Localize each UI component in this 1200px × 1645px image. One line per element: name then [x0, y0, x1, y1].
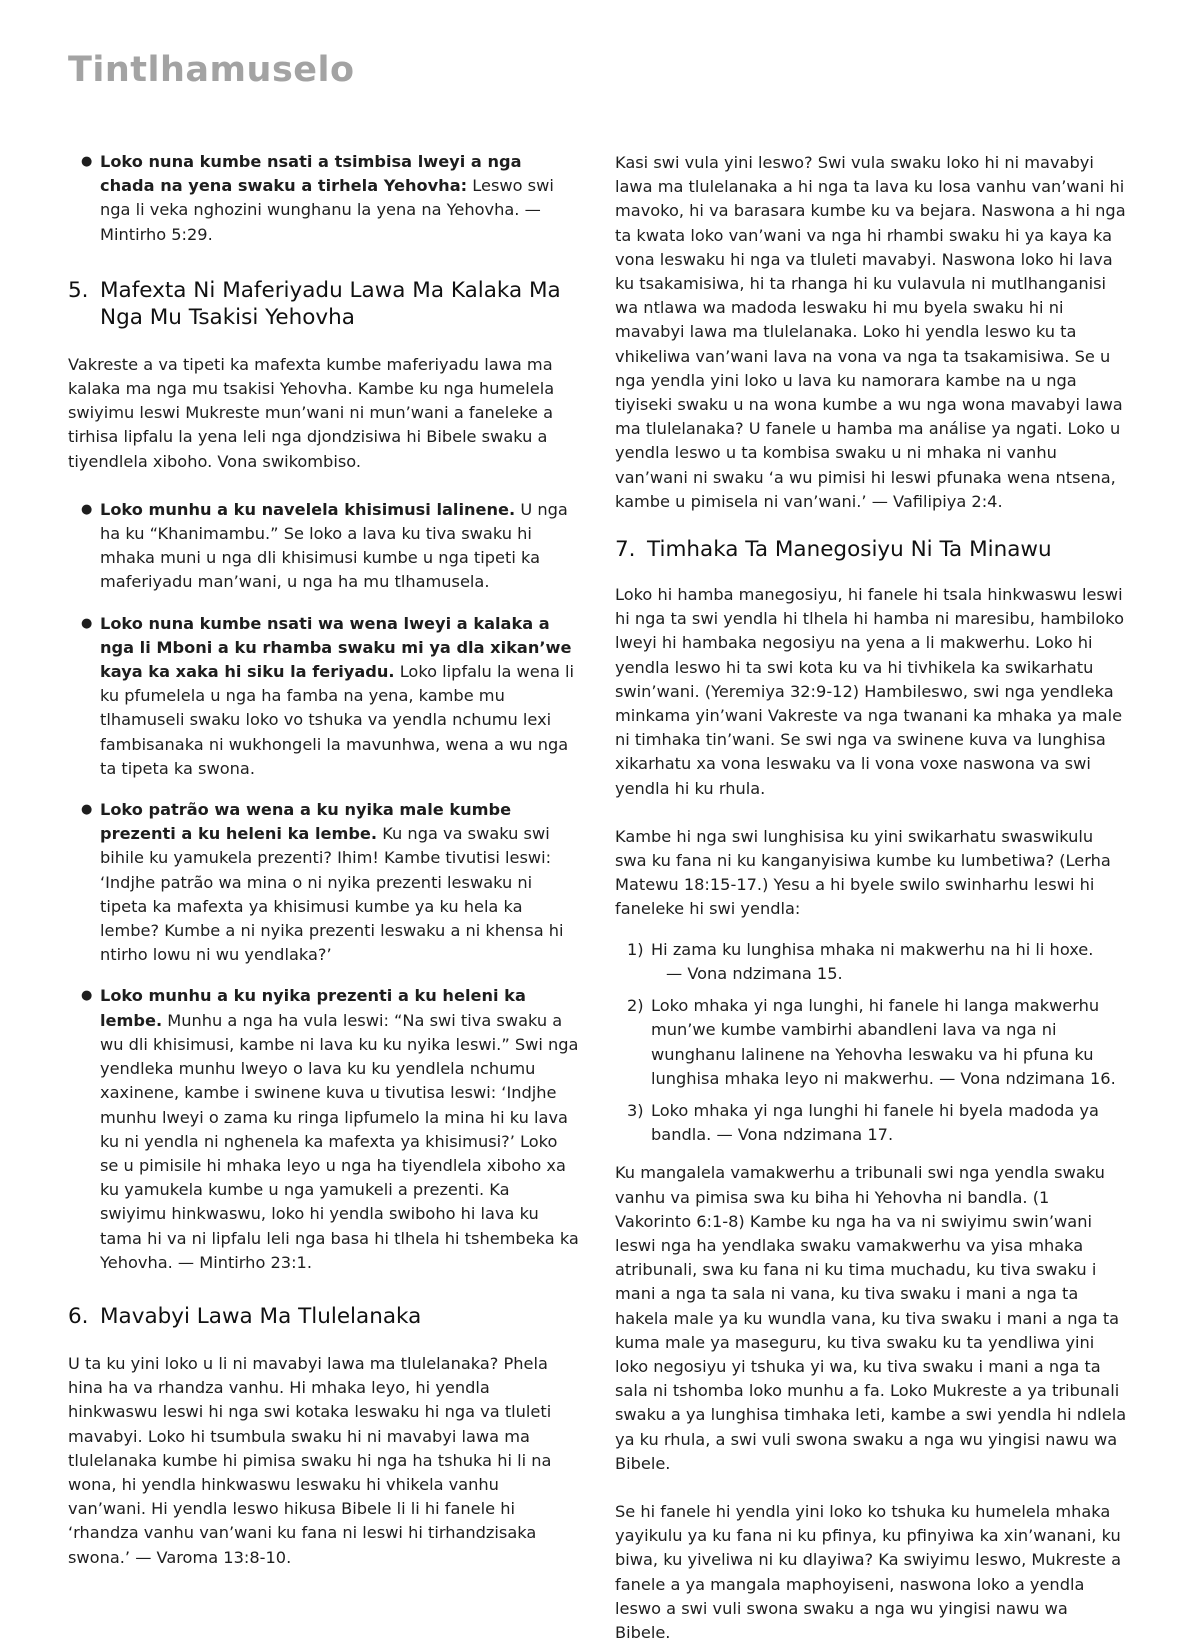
bullet-item — [68, 150, 580, 247]
list-reference: — Vona ndzimana 15. — [666, 963, 843, 983]
bullet-item — [68, 984, 580, 1274]
section-title: Mafexta Ni Maferiyadu Lawa Ma Kalaka Ma Nga Mu Tsakisi Yehovha — [100, 277, 561, 330]
section-heading-7 — [615, 536, 1127, 563]
bullet-lead: Loko nuna kumbe nsati wa wena lweyi a kalaka a nga li Mboni a ku rhamba swaku mi ya dla xikan’we kaya ka xaka hi siku la feriyadu. — [100, 613, 572, 682]
list-text: Loko mhaka yi nga lunghi, hi fanele hi langa makwerhu mun’we kumbe vambirhi abandleni lava va nga ni wunghanu lalinene na Yehovha leswaku va hi pfuna ku lunghisa mhaka leyo ni makwerhu. — Vona ndzimana 16. — [651, 996, 1116, 1088]
paragraph: Se hi fanele hi yendla yini loko ko tshuka ku humelela mhaka yayikulu ya ku fana ni ku pfinya, ku pfinyiwa ka xin’wanani, ku biwa, ku yiveliwa ni ku dlayiwa? Ka swiyimu leswo, Mukreste a fanele a ya mangala maphoyiseni, naswona loko a yendla leswo a swi vuli swona swaku a nga wu yingisi nawu wa Bibele. — [615, 1501, 1122, 1642]
list-number: 3) — [627, 1100, 644, 1120]
list-number: 1) — [627, 939, 644, 959]
section-title: Mavabyi Lawa Ma Tlulelanaka — [100, 1303, 422, 1329]
list-item — [615, 994, 1127, 1091]
list-text: Hi zama ku lunghisa mhaka ni makwerhu na hi li hoxe. — [651, 939, 1094, 959]
right-column — [615, 151, 1127, 1645]
numbered-steps-list — [615, 938, 1127, 1148]
paragraph: Kambe hi nga swi lunghisisa ku yini swikarhatu swaswikulu swa ku fana ni ku kanganyisiwa kumbe ku lumbetiwa? (Lerha Matewu 18:15-17.) Yesu a hi byele swilo swinharhu leswi hi faneleke hi swi yendla: — [615, 826, 1111, 919]
paragraph: Loko hi hamba manegosiyu, hi fanele hi tsala hinkwaswu leswi hi nga ta swi yendla hi tlhela hi hamba ni maresibu, hambiloko lweyi hi hambaka negosiyu na yena a li makwerhu. Loko hi yendla leswo hi ta swi kota ku va hi tivhikela ka swikarhatu swin’wani. (Yeremiya 32:9-12) Hambileswo, swi nga yendleka minkama yin’wani Vakreste va nga twanani ka mhaka ya male ni timhaka tin’wani. Se swi nga va swinene kuva va lunghisa xikarhatu xa vona leswaku va li vona voxe naswona va swi yendla hi ku rhula. — [615, 585, 1125, 798]
list-item — [615, 1099, 1127, 1147]
bullet-lead: Loko patrão wa wena a ku nyika male kumbe prezenti a ku heleni ka lembe. — [100, 800, 512, 844]
bullet-text: Leswo swi nga li veka nghozini wunghanu la yena na Yehovha. — Mintirho 5:29. — [100, 176, 554, 244]
section-number: 5. — [68, 277, 89, 303]
section-title: Timhaka Ta Manegosiyu Ni Ta Minawu — [647, 537, 1052, 563]
bullet-lead: Loko nuna kumbe nsati a tsimbisa lweyi a nga chada na yena swaku a tirhela Yehovha: — [100, 152, 522, 196]
bullet-text: Ku nga va swaku swi bihile ku yamukela prezenti? Ihim! Kambe tivutisi leswi: ‘Indjhe patrão wa mina o ni nyika prezenti leswaku ni tipeta ka mafexta ya khisimusi kumbe ya ku hela ka lembe? Kumbe a ni nyika prezenti leswaku a ni khensa hi ntirho lowu ni wu yendlaka?’ — [100, 824, 564, 965]
bullet-lead: Loko munhu a ku navelela khisimusi lalinene. — [100, 499, 516, 519]
bullet-text: U nga ha ku “Khanimambu.” Se loko a lava ku tiva swaku hi mhaka muni u nga dli khisimusi kumbe u nga tipeti ka maferiyadu man’wani, u nga ha mu tlhamusela. — [100, 499, 568, 592]
page-header-title: Tintlhamuselo — [68, 50, 355, 90]
section-number: 6. — [68, 1303, 89, 1329]
bullet-text: Loko lipfalu la wena li ku pfumelela u nga ha famba na yena, kambe mu tlhamuseli swaku loko vo tshuka va yendla nchumu lexi fambisanaka ni wukhongeli la mavunhwa, wena a wu nga ta tipeta ka swona. — [100, 662, 575, 778]
section-number: 7. — [615, 537, 636, 563]
left-column — [68, 150, 580, 1570]
bullet-lead: Loko munhu a ku nyika prezenti a ku heleni ka lembe. — [100, 986, 526, 1030]
bullet-text: Munhu a nga ha vula leswi: “Na swi tiva swaku a wu dli khisimusi, kambe ni lava ku ku nyika leswi.” Swi nga yendleka munhu lweyo o lava ku ku yendlela nchumu xaxinene, kambe i swinene kuva u tivutisa leswi: ‘Indjhe munhu lweyi o zama ku ringa lipfumelo la mina hi ku lava ku ni yendla ni nghenela ka mafexta ya khisimusi?’ Loko se u pimisile hi mhaka leyo u nga ha tiyendlela xiboho xa ku yamukela kumbe u nga yamukeli a prezenti. Ka swiyimu hinkwaswu, loko hi yendla swiboho hi lava ku tama hi va ni lipfalu leli nga basa hi tlhela hi tshembeka ka Yehovha. — Mintirho 23:1. — [100, 1010, 579, 1272]
paragraph: Kasi swi vula yini leswo? Swi vula swaku loko hi ni mavabyi lawa ma tlulelanaka a hi nga ta lava ku losa vanhu van’wani hi mavoko, hi va barasara kumbe ku va bejara. Naswona a hi nga ta kwata loko van’wani va nga hi rhambi swaku hi ya kaya ka vona leswaku hi nga va tluleti mavabyi. Naswona loko hi lava ku tsakamisiwa, hi ta rhanga hi ku vulavula ni mutlhanganisi wa ntlawa wa madoda leswaku hi mu byela swaku hi ni mavabyi lawa ma tlulelanaka. Loko hi yendla leswo ku ta vhikeliwa van’wani lava na vona va nga ta tsakamisiwa. Se u nga yendla yini loko u lava ku namorara kambe na u nga tiyiseki swaku u na wona kumbe a wu nga wona mavabyi lawa ma tlulelanaka? U fanele u hamba ma análise ya ngati. Loko u yendla leswo u ta kombisa swaku u ni mhaka ni vanhu van’wani ni swaku ‘a wu pimisi hi leswi pfunaka wena ntsena, kambe u pimisela ni van’wani.’ — Vafilipiya 2:4. — [615, 153, 1126, 511]
section-5-intro: Vakreste a va tipeti ka mafexta kumbe maferiyadu lawa ma kalaka ma nga mu tsakisi Yehovha. Kambe ku nga humelela swiyimu leswi Mukreste mun’wani ni mun’wani a faneleke a tirhisa lipfalu la yena leli nga djondzisiwa hi Bibele swaku a tiyendlela xiboho. Vona swikombiso. — [68, 354, 555, 471]
section-heading-6 — [68, 1303, 580, 1330]
section-heading-5 — [68, 277, 580, 331]
list-item — [615, 938, 1127, 986]
paragraph: Ku mangalela vamakwerhu a tribunali swi nga yendla swaku vanhu va pimisa swa ku biha hi Yehovha ni bandla. (1 Vakorinto 6:1-8) Kambe ku nga ha va ni swiyimu swin’wani leswi nga ha yendlaka swaku vamakwerhu va yisa mhaka atribunali, swa ku fana ni ku tima muchadu, ku tiva swaku i mani a nga ta sala ni vana, ku tiva swaku i mani a nga ta hakela male ya ku wundla vana, ku tiva swaku i mani a nga ta kuma male ya maseguru, ku tiva swaku ku ta yendliwa yini loko negosiyu yi tshuka yi wa, ku tiva swaku i mani a nga ta sala ni tshomba loko munhu a fa. Loko Mukreste a ya tribunali swaku a ya lunghisa timhaka leti, kambe a swi yendla hi ndlela ya ku rhula, a swi vuli swona swaku a nga wu yingisi nawu wa Bibele. — [615, 1163, 1127, 1473]
list-text: Loko mhaka yi nga lunghi hi fanele hi byela madoda ya bandla. — Vona ndzimana 17. — [651, 1100, 1099, 1145]
bullet-item — [68, 612, 580, 781]
bullet-item — [68, 498, 580, 595]
bullet-item — [68, 798, 580, 967]
section-6-text: U ta ku yini loko u li ni mavabyi lawa ma tlulelanaka? Phela hina ha va rhandza vanhu. Hi mhaka leyo, hi yendla hinkwaswu leswi hi nga swi kotaka leswaku hi nga va tluleti mavabyi. Loko hi tsumbula swaku hi ni mavabyi lawa ma tlulelanaka kumbe hi pimisa swaku hi nga ha tshuka hi li na wona, hi yendla hinkwaswu leswaku hi vhikela vanhu van’wani. Hi yendla leswo hikusa Bibele li li hi fanele hi ‘rhandza vanhu van’wani ku fana ni leswi hi tirhandzisaka swona.’ — Varoma 13:8-10. — [68, 1353, 552, 1567]
list-number: 2) — [627, 996, 644, 1016]
